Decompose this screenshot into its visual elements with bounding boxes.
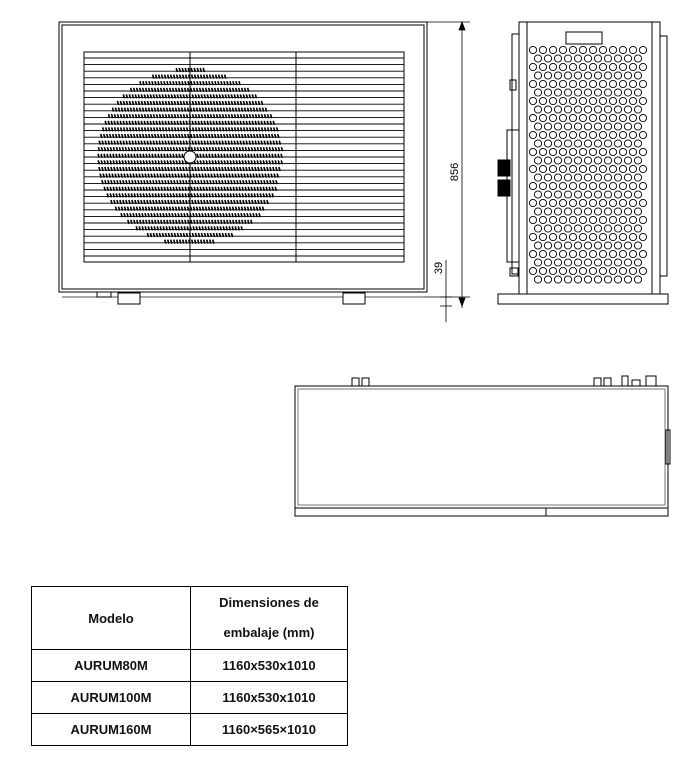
front-foot-right <box>343 293 365 304</box>
top-view <box>295 376 670 516</box>
front-view <box>59 22 427 304</box>
side-connector-top <box>498 160 510 176</box>
packaging-dimensions-table <box>31 586 348 746</box>
table-row <box>32 714 348 746</box>
side-view <box>498 22 668 304</box>
side-base <box>498 294 668 304</box>
dims-cell: 1160×565×1010 <box>191 714 348 746</box>
model-cell: AURUM80M <box>32 650 191 682</box>
model-cell: AURUM160M <box>32 714 191 746</box>
dims-cell: 1160x530x1010 <box>191 650 348 682</box>
dimension-height-label: 856 <box>449 162 461 182</box>
table-row <box>32 682 348 714</box>
header-dimensions-line2: embalaje (mm) <box>223 625 315 640</box>
front-foot-left <box>118 293 140 304</box>
top-body <box>295 386 668 508</box>
dimension-lines <box>424 22 470 322</box>
table-row <box>32 650 348 682</box>
side-connector-bottom <box>498 180 510 196</box>
dimension-foot-label: 39 <box>433 261 445 275</box>
header-dimensions-line1: Dimensiones de <box>219 595 319 610</box>
header-model: Modelo <box>32 587 191 650</box>
model-cell: AURUM100M <box>32 682 191 714</box>
table-header-row <box>32 587 348 650</box>
dims-cell: 1160x530x1010 <box>191 682 348 714</box>
header-dimensions <box>191 587 348 650</box>
